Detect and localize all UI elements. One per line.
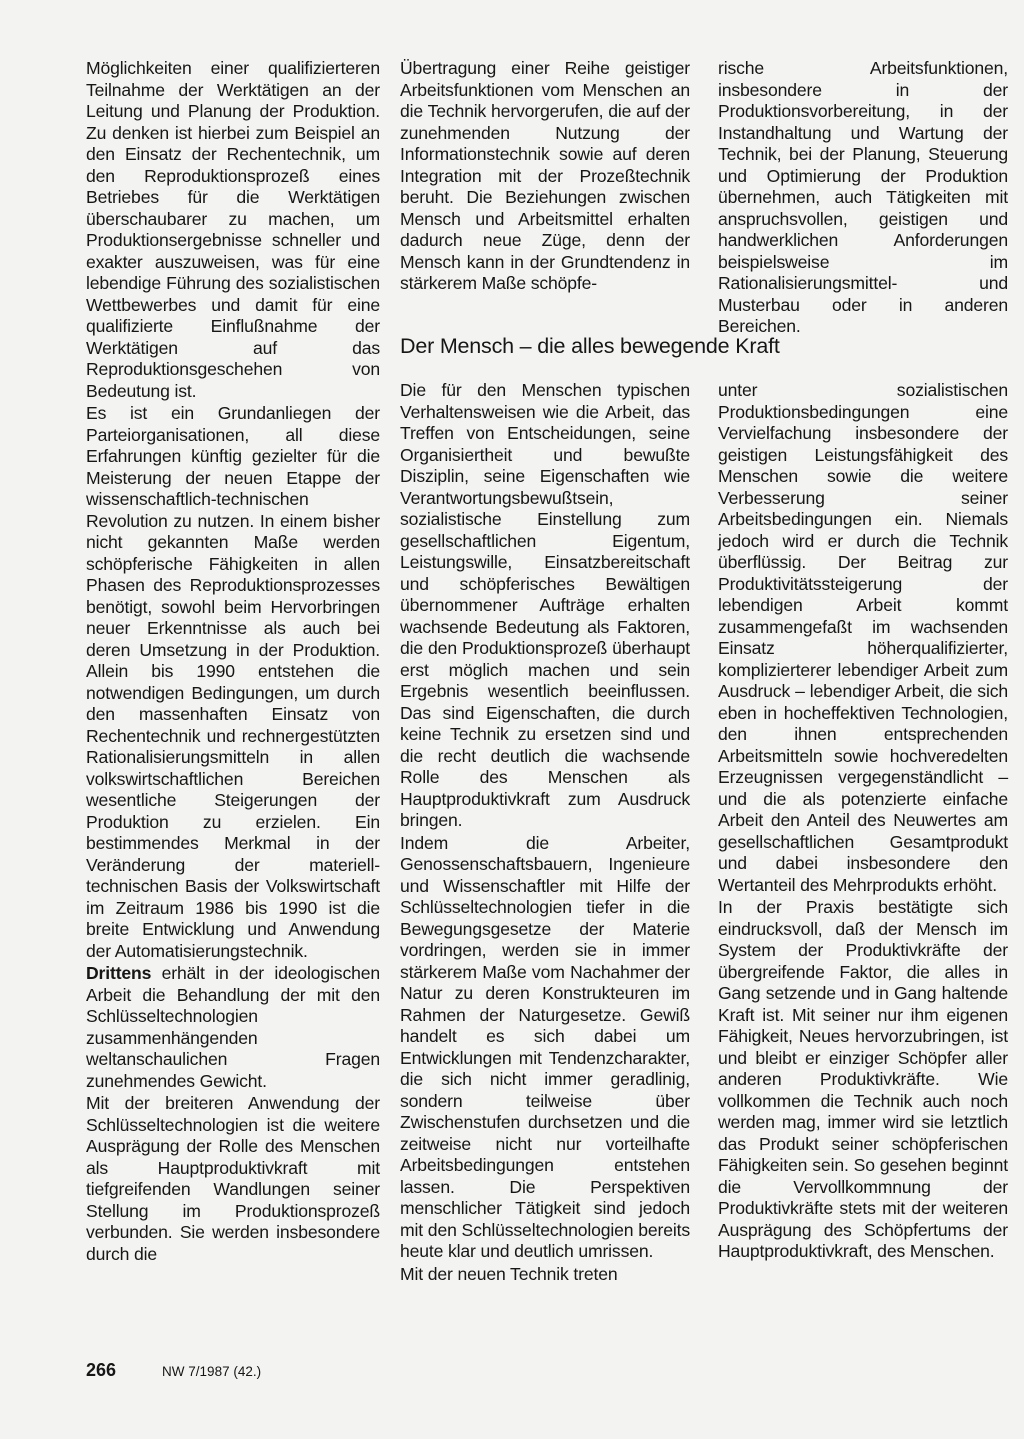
text-column-middle	[400, 380, 690, 1285]
paragraph: Mit der breiteren Anwendung der Schlüsseltechnologien ist die weitere Ausprägung der Rolle des Menschen als Hauptproduktivkraft mit tiefgreifenden Wandlungen seiner Stellung im Produktionsprozeß verbunden. Sie werden insbesondere durch die	[86, 1093, 380, 1264]
paragraph-drittens	[86, 963, 380, 1092]
text-column-right	[718, 380, 1008, 1263]
page-number: 266	[86, 1360, 117, 1380]
paragraph: Die für den Menschen typischen Verhaltensweisen wie die Arbeit, das Treffen von Entscheidungen, seine Organisiertheit und bewußte Disziplin, seine Eigenschaften wie Verantwortungsbewußtsein, sozialistische Einstellung zum gesellschaftlichen Eigentum, Leistungswille, Einsatzbereitschaft und schöpferisches Bewältigen übernommener Aufträge erhalten wachsende Bedeutung als Faktoren, die den Produktionsprozeß überhaupt erst möglich machen und sein Ergebnis wesentlich beeinflussen. Das sind Eigenschaften, die durch keine Technik zu ersetzen sind und die recht deutlich die wachsende Rolle des Menschen als Hauptproduktivkraft zum Ausdruck bringen.	[400, 380, 690, 830]
paragraph: unter sozialistischen Produktionsbedingungen eine Vervielfachung insbesondere der geistigen Leistungsfähigkeit des Menschen sowie die weitere Verbesserung seiner Arbeitsbedingungen ein. Niemals jedoch wird er durch die Technik überflüssig. Der Beitrag zur Produktivitätssteigerung der lebendigen Arbeit kommt zusammengefaßt im wachsenden Einsatz höherqualifizierter, komplizierterer lebendiger Arbeit zum Ausdruck – lebendiger Arbeit, die sich eben in hocheffektiven Technologien, den ihnen entsprechenden Arbeitsmitteln sowie hochveredelten Erzeugnissen vergegenständlicht – und die als potenzierte einfache Arbeit den Anteil des Neuwertes am gesellschaftlichen Gesamtprodukt und dabei insbesondere den Wertanteil des Mehrprodukts erhöht.	[718, 380, 1008, 895]
bold-lead-word: Drittens	[86, 963, 152, 983]
paragraph: Möglichkeiten einer qualifizierteren Teilnahme der Werktätigen an der Leitung und Planung der Produktion. Zu denken ist hierbei zum Beispiel an den Einsatz der Rechentechnik, um den Reproduktionsprozeß eines Betriebes für die Werktätigen überschaubarer zu machen, um Produktionsergebnisse schneller und exakter auszuweisen, was für eine lebendige Führung des sozialistischen Wettbewerbes und damit für eine qualifizierte Einflußnahme der Werktätigen auf das Reproduktionsgeschehen von Bedeutung ist.	[86, 58, 380, 401]
page-footer	[86, 1360, 261, 1381]
paragraph: Indem die Arbeiter, Genossenschaftsbauern, Ingenieure und Wissenschaftler mit Hilfe der Schlüsseltechnologien tiefer in die Bewegungsgesetze der Materie vordringen, werden sie in immer stärkerem Maße vom Nachahmer der Natur zu deren Konstrukteuren im Rahmen der Naturgesetze. Gewiß handelt es sich dabei um Entwicklungen mit Tendenzcharakter, die sich nicht immer geradlinig, sondern teilweise über Zwischenstufen durchsetzen und die zeitweise nicht nur vorteilhafte Arbeitsbedingungen entstehen lassen. Die Perspektiven menschlicher Tätigkeit sind jedoch mit den Schlüsseltechnologien bereits heute klar und deutlich umrissen.	[400, 832, 690, 1261]
paragraph-text: erhält in der ideologischen Arbeit die Behandlung der mit den Schlüsseltechnologien zusammenhängenden weltanschaulichen Fragen zunehmendes Gewicht.	[86, 963, 380, 1091]
text-column-middle-top	[400, 58, 690, 295]
section-heading: Der Mensch – die alles bewegende Kraft	[400, 334, 780, 358]
text-column-right-top	[718, 58, 1008, 338]
paragraph: rische Arbeitsfunktionen, insbesondere in der Produktionsvorbereitung, in der Instandhaltung und Wartung der Technik, bei der Planung, Steuerung und Optimierung der Produktion übernehmen, auch Tätigkeiten mit anspruchsvollen, geistigen und handwerklichen Anforderungen beispielsweise im Rationalisierungsmittel- und Musterbau oder in anderen Bereichen.	[718, 58, 1008, 336]
paragraph: In der Praxis bestätigte sich eindrucksvoll, daß der Mensch im System der Produktivkräfte der übergreifende Faktor, die alles in Gang setzende und in Gang haltende Kraft ist. Mit seiner nur ihm eigenen Fähigkeit, Neues hervorzubringen, ist und bleibt er einziger Schöpfer aller anderen Produktivkräfte. Wie vollkommen die Technik auch noch werden mag, immer wird sie letztlich das Produkt seiner schöpferischen Fähigkeiten sein. So gesehen beginnt die Vervollkommnung der Produktivkräfte stets mit der weiteren Ausprägung des Schöpfertums der Hauptproduktivkraft, des Menschen.	[718, 897, 1008, 1261]
paragraph: Es ist ein Grundanliegen der Parteiorganisationen, all diese Erfahrungen künftig gezielter für die Meisterung der neuen Etappe der wissenschaftlich-technischen Revolution zu nutzen. In einem bisher nicht gekannten Maße werden schöpferische Fähigkeiten in allen Phasen des Reproduktionsprozesses benötigt, sowohl beim Hervorbringen neuer Erkenntnisse als auch bei deren Umsetzung in der Produktion. Allein bis 1990 entstehen die notwendigen Bedingungen, um durch den massenhaften Einsatz von Rechentechnik und rechnergestützten Rationalisierungsmitteln in allen volkswirtschaftlichen Bereichen wesentliche Steigerungen der Produktion zu erzielen. Ein bestimmendes Merkmal in der Veränderung der materiell-technischen Basis der Volkswirtschaft im Zeitraum 1986 bis 1990 ist die breite Entwicklung und Anwendung der Automatisierungstechnik.	[86, 403, 380, 961]
source-reference: NW 7/1987 (42.)	[162, 1364, 262, 1379]
paragraph: Mit der neuen Technik treten	[400, 1263, 618, 1284]
paragraph: Übertragung einer Reihe geistiger Arbeitsfunktionen vom Menschen an die Technik hervorgerufen, die auf der zunehmenden Nutzung der Informationstechnik sowie auf deren Integration mit der Prozeßtechnik beruht. Die Beziehungen zwischen Mensch und Arbeitsmittel erhalten dadurch neue Züge, denn der Mensch kann in der Grundtendenz in stärkerem Maße schöpfe-	[400, 58, 690, 293]
text-column-left	[86, 58, 380, 1265]
